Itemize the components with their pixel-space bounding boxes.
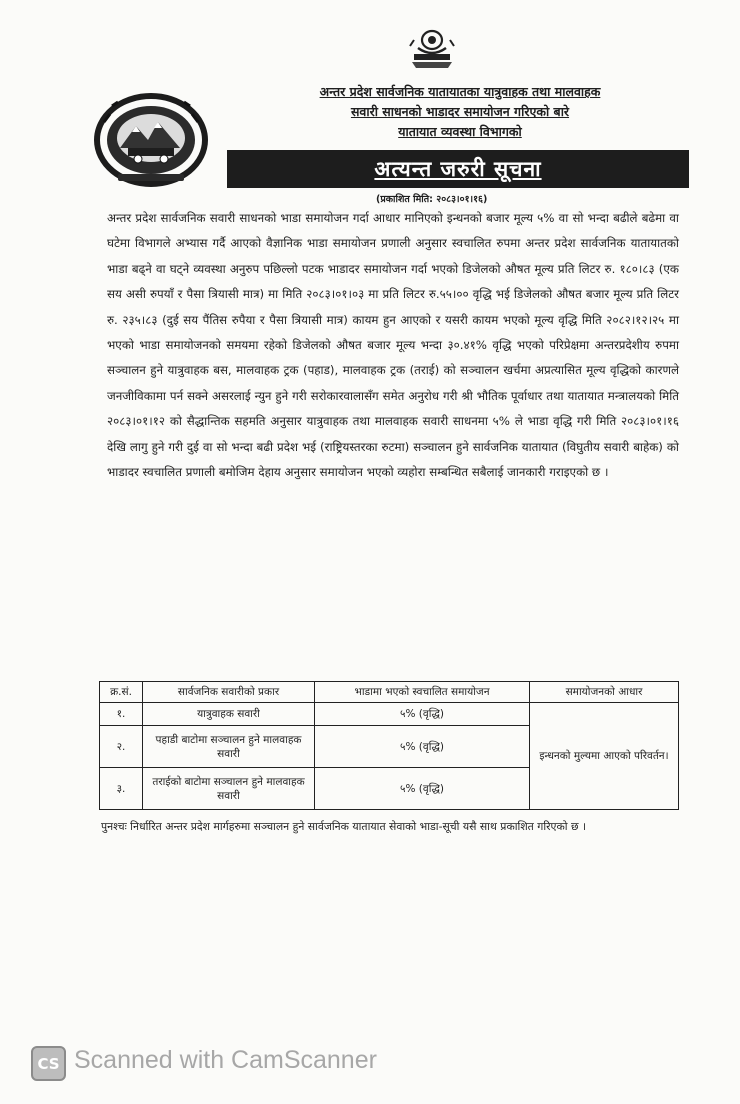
row-vehicle-type: पहाडी बाटोमा सञ्चालन हुने मालवाहक सवारी	[143, 726, 315, 768]
header-line-2: सवारी साधनको भाडादर समायोजन गरिएको बारे	[350, 104, 570, 119]
footnote: पुनश्चः निर्धारित अन्तर प्रदेश मार्गहरुमा सञ्चालन हुने सार्वजनिक यातायात सेवाको भाडा-सूची यसै साथ प्रकाशित गरिएको छ ।	[101, 820, 587, 833]
banner-title: अत्यन्त जरुरी सूचना	[374, 157, 542, 181]
row-sn: १.	[100, 703, 143, 726]
notice-header	[250, 82, 670, 142]
header-adjustment: भाडामा भएको स्वचालित समायोजन	[315, 682, 530, 703]
row-adjustment: ५% (वृद्धि)	[315, 703, 530, 726]
header-line-1: अन्तर प्रदेश सार्वजनिक यातायातका यात्रुवाहक तथा मालवाहक	[319, 84, 601, 99]
row-adjustment: ५% (वृद्धि)	[315, 768, 530, 810]
camscanner-watermark: Scanned with CamScanner	[74, 1046, 377, 1074]
camscanner-icon	[31, 1046, 66, 1081]
fare-adjustment-table	[99, 681, 679, 810]
header-basis: समायोजनको आधार	[530, 682, 679, 703]
header-sn: क्र.सं.	[100, 682, 143, 703]
row-sn: ३.	[100, 768, 143, 810]
table-row	[100, 703, 679, 726]
row-vehicle-type: यात्रुवाहक सवारी	[143, 703, 315, 726]
table-header-row	[100, 682, 679, 703]
header-vehicle-type: सार्वजनिक सवारीको प्रकार	[143, 682, 315, 703]
header-line-3: यातायात व्यवस्था विभागको	[398, 124, 522, 139]
row-adjustment: ५% (वृद्धि)	[315, 726, 530, 768]
published-date: (प्रकाशित मिति: २०८३।०१।१६)	[376, 194, 488, 205]
urgent-notice-banner	[227, 150, 689, 188]
notice-body: अन्तर प्रदेश सार्वजनिक सवारी साधनको भाडा समायोजन गर्दा आधार मानिएको इन्धनको बजार मूल्य ५% वा सो भन्दा बढीले बढेमा वा घटेमा विभागले अभ्यास गर्दै आएको वैज्ञानिक भाडा समायोजन प्रणाली अनुसार स्वचालित रुपमा अन्तर प्रदेश सार्वजनिक यातायातको भाडा बढ्ने वा घट्ने व्यवस्था अनुरुप पछिल्लो पटक भाडादर समायोजन गर्दा भएको डिजेलको औषत मूल्य प्रति लिटर रु. १८०।८३ (एक सय असी रुपयाँ र पैसा त्रियासी मात्र) मा मिति २०८३।०१।०३ मा प्रति लिटर रु.५५।०० वृद्धि भई डिजेलको औषत बजार मूल्य प्रति लिटर रु. २३५।८३ (दुई सय पैंतिस रुपैया र पैसा त्रियासी मात्र) कायम हुन आएको र यसरी कायम भएको मूल्य वृद्धि मिति २०८२।१२।२५ मा भएको भाडा समायोजनको समयमा रहेको डिजेलको औषत बजार मूल्य भन्दा ३०.४१% वृद्धि भएको परिप्रेक्षमा अन्तरप्रदेशीय रुपमा सञ्चालन हुने यात्रुवाहक बस, मालवाहक ट्रक (पहाड), मालवाहक ट्रक (तराई) को सञ्चालन खर्चमा अप्रत्यासित मूल्य वृद्धिको कारणले जनजीविकामा पर्न सक्ने असरलाई न्युन हुने गरी सरोकारवालासँग समेत अनुरोध गरी श्री भौतिक पूर्वाधार तथा यातायात मन्त्रालयको मिति २०८३।०१।१२ को सैद्धान्तिक सहमति अनुसार यात्रुवाहक तथा मालवाहक सवारी साधनमा ५% ले भाडा वृद्धि गरी मिति २०८३।०१।१६ देखि लागु हुने गरी दुई वा सो भन्दा बढी प्रदेश भई (राष्ट्रियस्तरका रुटमा) सञ्चालन हुने सार्वजनिक यातायात (विघुतीय सवारी बाहेक) को भाडादर स्वचालित प्रणाली बमोजिम देहाय अनुसार समायोजन भएको व्यहोरा सम्बन्धित सबैलाई जानकारी गराइएको छ ।	[107, 211, 679, 480]
camscanner-badge: CS	[37, 1054, 60, 1073]
adjustment-basis-cell: इन्धनको मुल्यमा आएको परिवर्तन।	[530, 703, 679, 810]
row-vehicle-type: तराईको बाटोमा सञ्चालन हुने मालवाहक सवारी	[143, 768, 315, 810]
department-logo-icon	[92, 92, 210, 188]
row-sn: २.	[100, 726, 143, 768]
emblem-icon	[404, 26, 460, 70]
